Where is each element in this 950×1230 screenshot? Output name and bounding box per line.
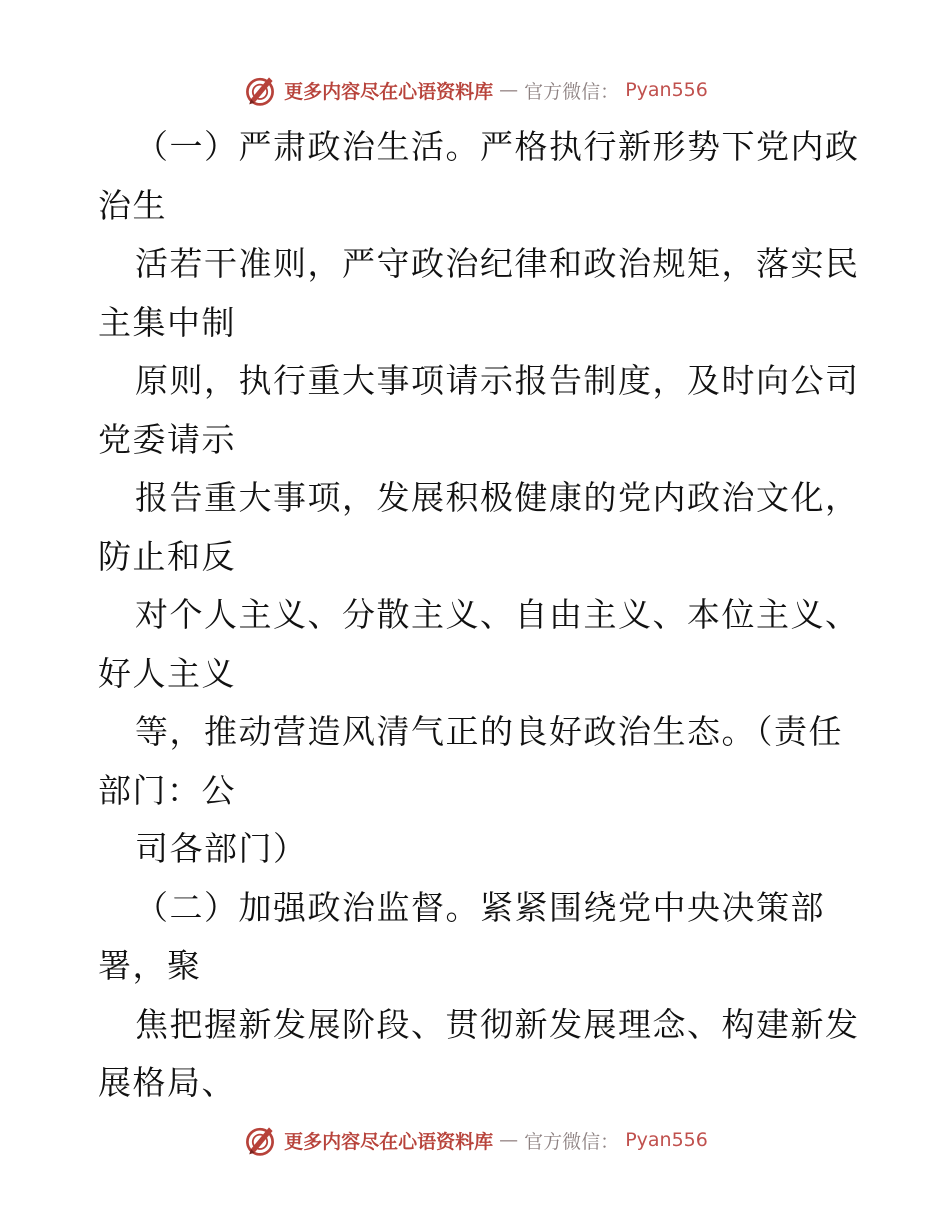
text-line: 部门：公 (98, 770, 236, 810)
text-line: 展格局、 (98, 1063, 236, 1102)
text-line: 对个人主义、分散主义、自由主义、本位主义、 (135, 595, 860, 634)
pen-logo-icon (242, 72, 278, 108)
text-line: 好人主义 (98, 653, 236, 693)
watermark-wechat-id: Pyan556 (625, 1129, 708, 1151)
watermark-separator: — (499, 79, 519, 101)
watermark-text: 更多内容尽在心语资料库 (284, 80, 494, 103)
watermark-wechat-label: 官方微信： (524, 1130, 620, 1153)
header-watermark (0, 70, 950, 110)
document-body (98, 118, 858, 1113)
pen-logo-icon (242, 1122, 278, 1158)
watermark-wechat-id: Pyan556 (625, 79, 708, 101)
text-line: 司各部门） (135, 829, 308, 868)
text-line: 报告重大事项，发展积极健康的党内政治文化， (135, 478, 860, 517)
text-line: 党委请示 (98, 419, 236, 459)
text-line: 活若干准则，严守政治纪律和政治规矩，落实民 (135, 244, 860, 283)
text-line: 焦把握新发展阶段、贯彻新发展理念、构建新发 (135, 1004, 860, 1044)
text-line: 治生 (98, 185, 167, 225)
text-line: （二）加强政治监督。紧紧围绕党中央决策部 (135, 887, 825, 927)
watermark-wechat-label: 官方微信： (524, 80, 620, 103)
text-line: 主集中制 (98, 302, 236, 342)
text-line: 原则，执行重大事项请示报告制度，及时向公司 (135, 361, 860, 400)
text-line: 防止和反 (98, 536, 236, 576)
text-line: 署，聚 (98, 946, 202, 985)
text-line: 等，推动营造风清气正的良好政治生态。（责任 (135, 712, 843, 751)
watermark-separator: — (499, 1129, 519, 1151)
text-line: （一）严肃政治生活。严格执行新形势下党内政 (135, 127, 860, 166)
footer-watermark (0, 1120, 950, 1160)
watermark-text: 更多内容尽在心语资料库 (284, 1130, 494, 1153)
